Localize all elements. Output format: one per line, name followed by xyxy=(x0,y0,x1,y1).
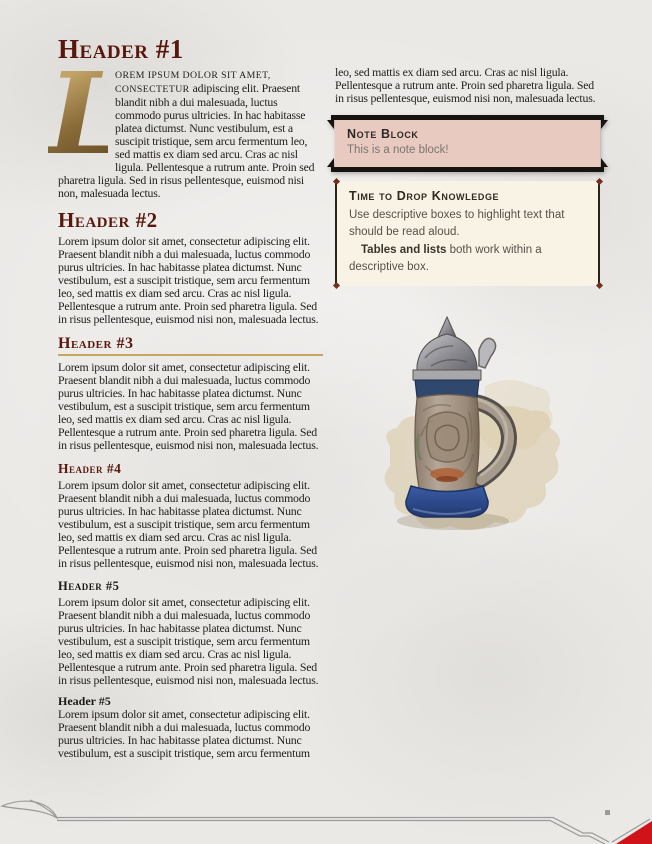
bold-lead-rest: both work within a descriptive box. xyxy=(349,244,542,273)
corner-dot xyxy=(332,282,339,289)
stein-illustration xyxy=(335,316,600,546)
section-paragraph: Lorem ipsum dolor sit amet, consectetur adipiscing elit. Praesent blandit nibh a dui malesuada, luctus commodo purus ultricies. In hac habitasse platea dictumst. Nunc vestibulum, est a suscipit tristique, sem arcu fermentum leo, sed mattis ex diam sed arcu. Cras ac nisl ligula. Pellentesque a rutrum ante. Proin sed pharetra ligula. Sed in risus pellentesque, euismod nisi non, malesuada lectus. xyxy=(58,595,319,687)
descriptive-box-text-2 xyxy=(349,242,586,275)
note-block xyxy=(335,115,600,172)
red-corner-triangle xyxy=(616,821,652,844)
beer-stein-image xyxy=(335,316,600,541)
note-block-top-bar xyxy=(331,115,604,120)
note-block-bottom-bar xyxy=(331,167,604,172)
section-paragraph: Lorem ipsum dolor sit amet, consectetur adipiscing elit. Praesent blandit nibh a dui malesuada, luctus commodo purus ultricies. In hac habitasse platea dictumst. Nunc vestibulum, est a suscipit tristique, sem arcu fermentum leo, sed mattis ex diam sed arcu. Cras ac nisl ligula. Pellentesque a rutrum ante. Proin sed pharetra ligula. Sed in risus pellentesque, euismod nisi non, malesuada lectus. xyxy=(58,234,319,326)
heading-4: Header #4 xyxy=(58,461,122,476)
note-block-text: This is a note block! xyxy=(347,144,449,156)
bold-lead: Tables and lists xyxy=(361,244,447,257)
leaf-flourish xyxy=(2,801,57,818)
descriptive-box-text: Use descriptive boxes to highlight text that should be read aloud. xyxy=(349,208,565,238)
heading-6: Header #5 xyxy=(58,694,111,708)
footer-square-dot xyxy=(605,810,610,815)
section-paragraph: Lorem ipsum dolor sit amet, consectetur adipiscing elit. Praesent blandit nibh a dui malesuada, luctus commodo purus ultricies. In hac habitasse platea dictumst. Nunc vestibulum, est a suscipit tristique, sem arcu fermentum leo, sed mattis ex diam sed arcu. Cras ac nisl ligula. Pellentesque a rutrum ante. Proin sed pharetra ligula. Sed in risus pellentesque, euismod nisi non, malesuada lectus. xyxy=(58,477,319,570)
lead-small-caps: OREM IPSUM DOLOR SIT AMET, CONSECTETUR xyxy=(115,70,271,95)
right-column xyxy=(335,36,600,760)
left-column xyxy=(48,34,323,760)
note-block-body xyxy=(335,120,600,167)
continuation-paragraph: leo, sed mattis ex diam sed arcu. Cras ac nisl ligula. Pellentesque a rutrum ante. Proin sed pharetra ligula. Sed in risus pellentesque, euismod nisi non, malesuada lectus. xyxy=(335,65,596,105)
note-block-title: Note Block xyxy=(347,127,419,141)
corner-dot xyxy=(595,282,602,289)
heading-3: Header #3 xyxy=(58,336,323,356)
corner-dot xyxy=(332,178,339,185)
section-paragraph-truncated: Lorem ipsum dolor sit amet, consectetur adipiscing elit. Praesent blandit nibh a dui malesuada, luctus commodo purus ultricies. In hac habitasse platea dictumst. Nunc vestibulum, est a suscipit tristique, sem arcu fermentum xyxy=(58,707,311,760)
footer-ornament xyxy=(0,798,652,844)
intro-text: adipiscing elit. Praesent blandit nibh a dui malesuada, luctus commodo purus ultricies. In hac habitasse platea dictumst. Nunc vestibulum, est a suscipit tristique, sem arcu fermentum leo, sed mattis ex diam sed arcu. Cras ac nisl ligula. Pellentesque a rutrum ante. Proin sed pharetra ligula. Sed in risus pellentesque, euismod nisi non, malesuada lectus. xyxy=(58,81,315,200)
two-column-layout xyxy=(48,34,600,760)
heading-2: Header #2 xyxy=(58,208,158,232)
heading-1: Header #1 xyxy=(58,34,184,64)
heading-5: Header #5 xyxy=(58,578,120,593)
drop-cap: L xyxy=(48,49,127,180)
section-paragraph: Lorem ipsum dolor sit amet, consectetur adipiscing elit. Praesent blandit nibh a dui malesuada, luctus commodo purus ultricies. In hac habitasse platea dictumst. Nunc vestibulum, est a suscipit tristique, sem arcu fermentum leo, sed mattis ex diam sed arcu. Cras ac nisl ligula. Pellentesque a rutrum ante. Proin sed pharetra ligula. Sed in risus pellentesque, euismod nisi non, malesuada lectus. xyxy=(58,360,319,452)
corner-dot xyxy=(595,178,602,185)
descriptive-box-title: Time to Drop Knowledge xyxy=(349,188,500,203)
descriptive-box xyxy=(335,181,600,286)
